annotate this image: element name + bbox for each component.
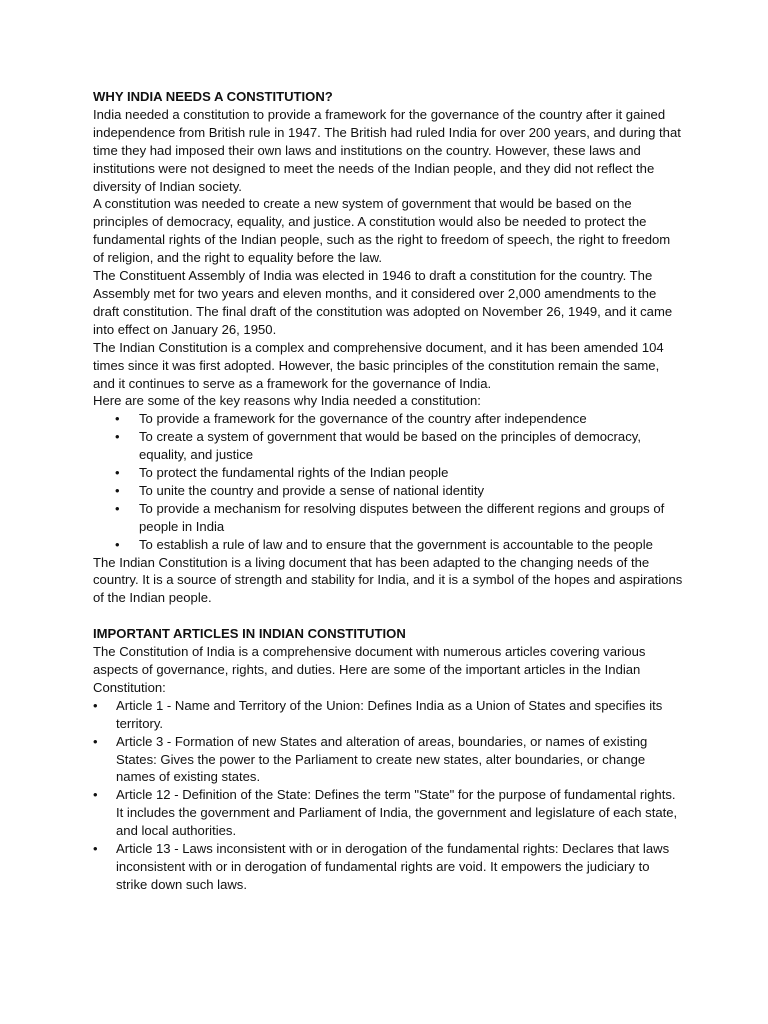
list-item-text: To unite the country and provide a sense of national identity: [139, 482, 485, 498]
section-heading-important-articles: IMPORTANT ARTICLES IN INDIAN CONSTITUTION: [93, 626, 406, 642]
bullet-icon: •: [115, 482, 120, 498]
document-page: [93, 88, 683, 894]
list-item: [93, 536, 683, 554]
section-spacer: [93, 607, 683, 625]
list-item-text: Article 3 - Formation of new States and alteration of areas, boundaries, or names of existing States: Gives the power to the Parliament to create new states, alter boundaries, or change names of existing states.: [116, 733, 648, 785]
paragraph: The Indian Constitution is a complex and comprehensive document, and it has been amended 104 times since it was first adopted. However, the basic principles of the constitution remain the same, and it continues to serve as a framework for the governance of India.: [93, 339, 664, 391]
list-item-text: To provide a mechanism for resolving disputes between the different regions and groups of people in India: [139, 500, 665, 534]
list-item: [93, 786, 683, 840]
list-item: [93, 697, 683, 733]
list-item: [93, 464, 683, 482]
list-item: [93, 733, 683, 787]
articles-list: [93, 697, 683, 894]
list-item-text: To create a system of government that would be based on the principles of democracy, equality, and justice: [139, 429, 641, 463]
bullet-icon: •: [93, 697, 98, 713]
paragraph: Here are some of the key reasons why India needed a constitution:: [93, 393, 481, 409]
reasons-list: [93, 410, 683, 553]
paragraph: India needed a constitution to provide a framework for the governance of the country after it gained independence from British rule in 1947. The British had ruled India for over 200 years, and during that time they had imposed their own laws and institutions on the country. However, these laws and institutions were not designed to meet the needs of the Indian people, and they did not reflect the diversity of Indian society.: [93, 106, 681, 194]
list-item: [93, 840, 683, 894]
bullet-icon: •: [115, 500, 120, 516]
list-item: [93, 482, 683, 500]
closing-paragraph: The Indian Constitution is a living document that has been adapted to the changing needs of the country. It is a source of strength and stability for India, and it is a symbol of the hopes and aspirations of the Indian people.: [93, 554, 683, 606]
bullet-icon: •: [93, 733, 98, 749]
list-item-text: Article 1 - Name and Territory of the Union: Defines India as a Union of States and specifies its territory.: [116, 697, 663, 731]
paragraph: The Constitution of India is a comprehensive document with numerous articles covering various aspects of governance, rights, and duties. Here are some of the important articles in the Indian Constitution:: [93, 644, 646, 695]
list-item-text: Article 12 - Definition of the State: Defines the term "State" for the purpose of fundamental rights. It includes the government and Parliament of India, the government and legislature of each state, and local authorities.: [116, 787, 678, 839]
list-item-text: To protect the fundamental rights of the Indian people: [139, 465, 449, 481]
list-item-text: To provide a framework for the governance of the country after independence: [139, 411, 587, 427]
list-item-text: To establish a rule of law and to ensure that the government is accountable to the people: [139, 536, 653, 552]
list-item: [93, 500, 683, 536]
bullet-icon: •: [115, 429, 120, 445]
list-item-text: Article 13 - Laws inconsistent with or in derogation of the fundamental rights: Declares that laws inconsistent with or in derogation of fundamental rights are void. It empowers the judiciary to strike down such laws.: [116, 841, 670, 892]
section-heading-why-constitution: WHY INDIA NEEDS A CONSTITUTION?: [93, 89, 333, 104]
bullet-icon: •: [115, 536, 120, 552]
paragraph: A constitution was needed to create a new system of government that would be based on the principles of democracy, equality, and justice. A constitution would also be needed to protect the fundamental rights of the Indian people, such as the right to freedom of speech, the right to freedom of religion, and the right to equality before the law.: [93, 196, 671, 266]
bullet-icon: •: [93, 787, 98, 803]
list-item: [93, 410, 683, 428]
list-item: [93, 428, 683, 464]
bullet-icon: •: [115, 465, 120, 481]
bullet-icon: •: [93, 841, 98, 857]
paragraph: The Constituent Assembly of India was elected in 1946 to draft a constitution for the country. The Assembly met for two years and eleven months, and it considered over 2,000 amendments to the draft constitution. The final draft of the constitution was adopted on November 26, 1949, and it came into effect on January 26, 1950.: [93, 268, 673, 337]
bullet-icon: •: [115, 411, 120, 427]
